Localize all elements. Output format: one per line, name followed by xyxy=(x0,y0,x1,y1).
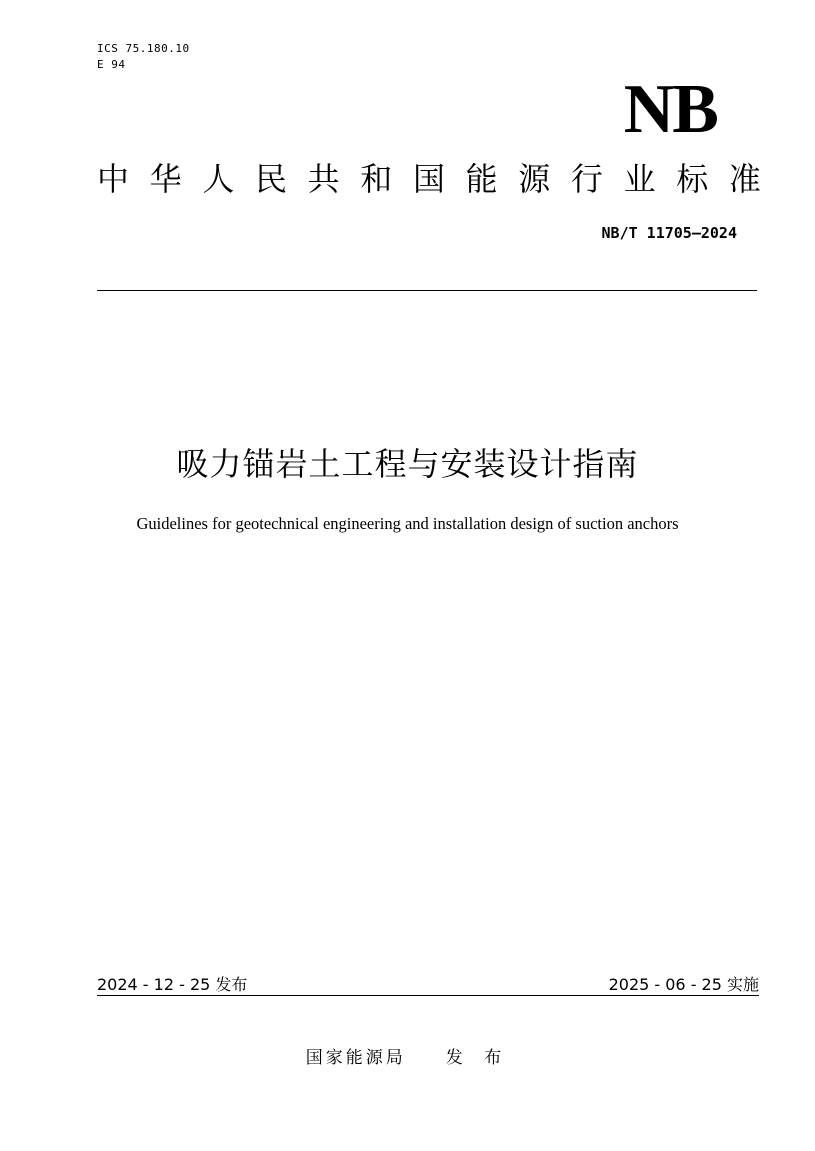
issuer-line xyxy=(0,1046,815,1070)
implementation-date: 2025 - 06 - 25 实施 xyxy=(608,975,759,994)
standard-type-char: 民 xyxy=(254,160,287,198)
nb-logo: NB xyxy=(623,71,717,148)
standard-type-char: 国 xyxy=(412,160,445,198)
standard-type-heading xyxy=(97,156,761,202)
ics-code: ICS 75.180.10 xyxy=(97,42,190,55)
standard-type-char: 华 xyxy=(149,160,182,198)
standard-type-char: 源 xyxy=(518,160,551,198)
classification-codes xyxy=(97,41,190,73)
standard-type-char: 能 xyxy=(465,160,498,198)
standard-type-char: 共 xyxy=(307,160,340,198)
standard-type-char: 中 xyxy=(97,160,130,198)
issuing-action: 发 布 xyxy=(445,1048,510,1068)
ccs-code: E 94 xyxy=(97,58,126,71)
footer-divider xyxy=(97,995,759,996)
document-title-english: Guidelines for geotechnical engineering and installation design of suction anchors xyxy=(136,514,679,533)
issuing-organization: 国家能源局 xyxy=(305,1048,406,1068)
standard-type-char: 业 xyxy=(623,160,656,198)
standard-type-char: 行 xyxy=(570,160,603,198)
standard-type-char: 标 xyxy=(676,160,709,198)
standard-number: NB/T 11705—2024 xyxy=(601,224,737,242)
issue-date: 2024 - 12 - 25 发布 xyxy=(97,975,248,994)
standard-type-char: 人 xyxy=(202,160,235,198)
header-divider xyxy=(97,290,757,291)
standard-type-char: 和 xyxy=(360,160,393,198)
document-title-chinese: 吸力锚岩土工程与安装设计指南 xyxy=(176,445,639,483)
standard-type-char: 准 xyxy=(728,160,761,198)
